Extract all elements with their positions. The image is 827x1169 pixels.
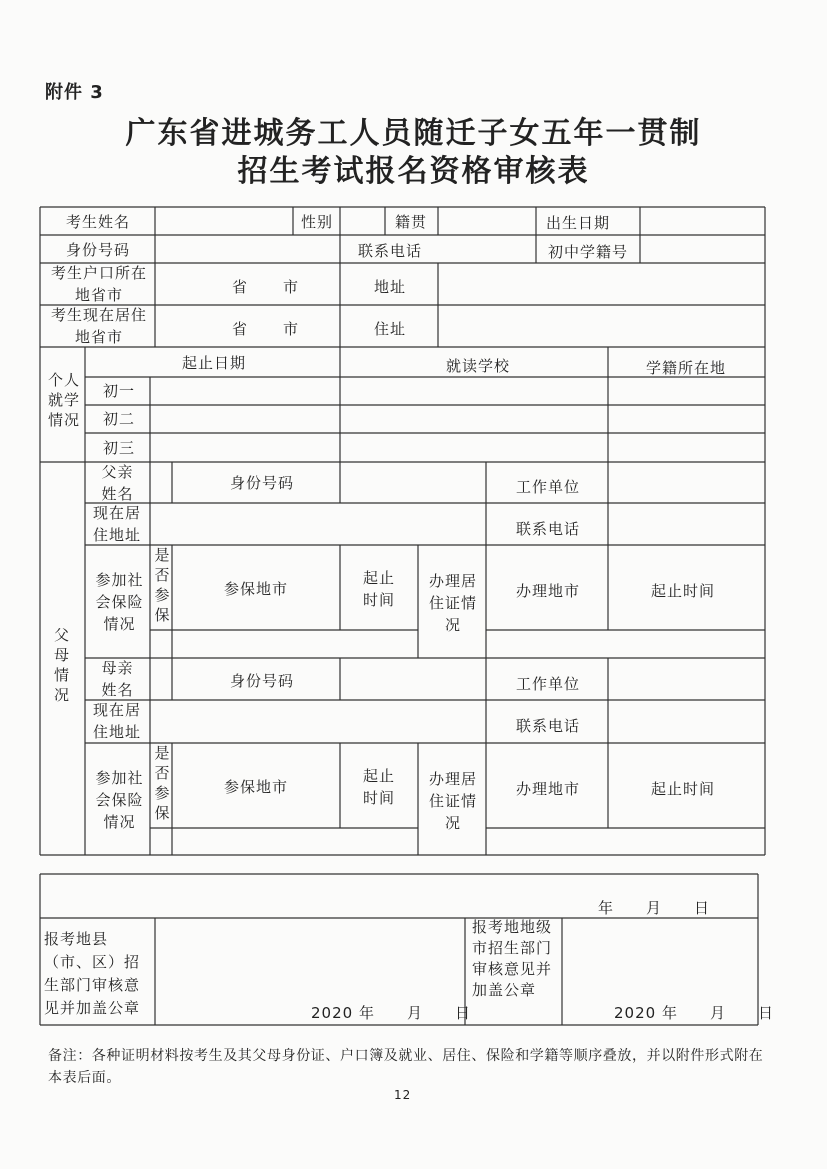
candidate-name-field[interactable]: [157, 209, 291, 233]
residence-location-label: 考生现在居住地省市: [50, 306, 147, 346]
father-insured-label: 是否参保: [154, 546, 170, 624]
city-review-label: 报考地地级市招生部门审核意见并加盖公章: [472, 918, 553, 999]
attachment-label: 附件 3: [45, 82, 104, 103]
mother-name-field[interactable]: [152, 660, 170, 698]
father-address-field[interactable]: [152, 505, 484, 543]
form-title-line1: 广东省进城务工人员随迁子女五年一贯制: [125, 116, 702, 151]
study-col-dates: 起止日期: [182, 354, 247, 372]
mother-name-label: 母亲姓名: [101, 659, 134, 699]
hukou-address-label: 地址: [374, 278, 407, 296]
father-phone-field[interactable]: [610, 505, 763, 543]
study-col-school: 就读学校: [446, 357, 511, 375]
mother-permit-label: 办理居住证情况: [428, 770, 477, 832]
residence-city-label: 市: [283, 320, 300, 338]
study-section-label: 个人就学情况: [47, 371, 80, 429]
city-review-date: 2020 年 月 日: [614, 1004, 774, 1022]
father-id-label: 身份号码: [230, 474, 295, 492]
study-row-grade1: 初一: [103, 382, 136, 400]
gender-field[interactable]: [342, 209, 383, 233]
native-place-field[interactable]: [440, 209, 534, 233]
candidate-name-label: 考生姓名: [66, 213, 131, 231]
id-number-label: 身份号码: [66, 241, 131, 259]
form-title-line2: 招生考试报名资格审核表: [237, 154, 590, 189]
hukou-province-label: 省: [232, 278, 249, 296]
mother-ins-city-label: 参保地市: [224, 778, 289, 796]
father-work-label: 工作单位: [516, 478, 581, 496]
county-review-label: 报考地县（市、区）招生部门审核意见并加盖公章: [44, 930, 141, 1017]
mother-period-label: 起止时间: [362, 767, 395, 807]
birth-date-field[interactable]: [642, 209, 763, 233]
father-name-field[interactable]: [152, 464, 170, 501]
hukou-location-label: 考生户口所在地省市: [50, 264, 147, 304]
birth-date-label: 出生日期: [546, 214, 611, 232]
county-review-field[interactable]: [157, 920, 463, 1000]
mother-address-field[interactable]: [152, 702, 484, 741]
mother-permit-city-label: 办理地市: [516, 780, 581, 798]
mother-address-label: 现在居住地址: [92, 701, 141, 741]
mother-period-time-label: 起止时间: [651, 780, 716, 798]
school-number-field[interactable]: [642, 237, 763, 261]
hukou-address-field[interactable]: [440, 265, 763, 303]
study-row-grade3: 初三: [103, 439, 136, 457]
father-permit-label: 办理居住证情况: [428, 572, 477, 634]
father-insurance-label: 参加社会保险情况: [95, 571, 144, 633]
review-date-top: 年 月 日: [598, 899, 711, 917]
county-review-date: 2020 年 月 日: [311, 1004, 471, 1022]
residence-province-label: 省: [232, 320, 249, 338]
mother-id-field[interactable]: [342, 660, 484, 698]
city-review-field[interactable]: [564, 920, 756, 1000]
mother-phone-label: 联系电话: [516, 717, 581, 735]
mother-work-field[interactable]: [610, 660, 763, 698]
gender-label: 性别: [301, 213, 334, 231]
native-place-label: 籍贯: [395, 213, 428, 231]
father-ins-city-label: 参保地市: [224, 580, 289, 598]
phone-label: 联系电话: [358, 242, 423, 260]
father-id-field[interactable]: [342, 464, 484, 501]
father-permit-city-label: 办理地市: [516, 582, 581, 600]
page-number: 12: [394, 1088, 412, 1102]
mother-work-label: 工作单位: [516, 675, 581, 693]
hukou-city-label: 市: [283, 278, 300, 296]
mother-id-label: 身份号码: [230, 672, 295, 690]
id-number-field[interactable]: [157, 237, 338, 261]
mother-phone-field[interactable]: [610, 702, 763, 741]
mother-insurance-label: 参加社会保险情况: [95, 769, 144, 831]
residence-address-label: 住址: [374, 320, 407, 338]
father-period-label: 起止时间: [362, 569, 395, 609]
father-period-time-label: 起止时间: [651, 582, 716, 600]
father-phone-label: 联系电话: [516, 520, 581, 538]
school-number-label: 初中学籍号: [548, 243, 629, 261]
father-address-label: 现在居住地址: [92, 504, 141, 544]
study-col-location: 学籍所在地: [646, 359, 727, 377]
parents-section-label: 父母情况: [53, 626, 70, 704]
residence-address-field[interactable]: [440, 307, 763, 345]
mother-insured-label: 是否参保: [154, 744, 170, 822]
father-work-field[interactable]: [610, 464, 763, 501]
footnote: 备注：各种证明材料按考生及其父母身份证、户口簿及就业、居住、保险和学籍等顺序叠放，并以附件形式附在本表后面。: [48, 1048, 764, 1086]
study-row-grade2: 初二: [103, 410, 136, 428]
father-name-label: 父亲姓名: [101, 463, 134, 503]
